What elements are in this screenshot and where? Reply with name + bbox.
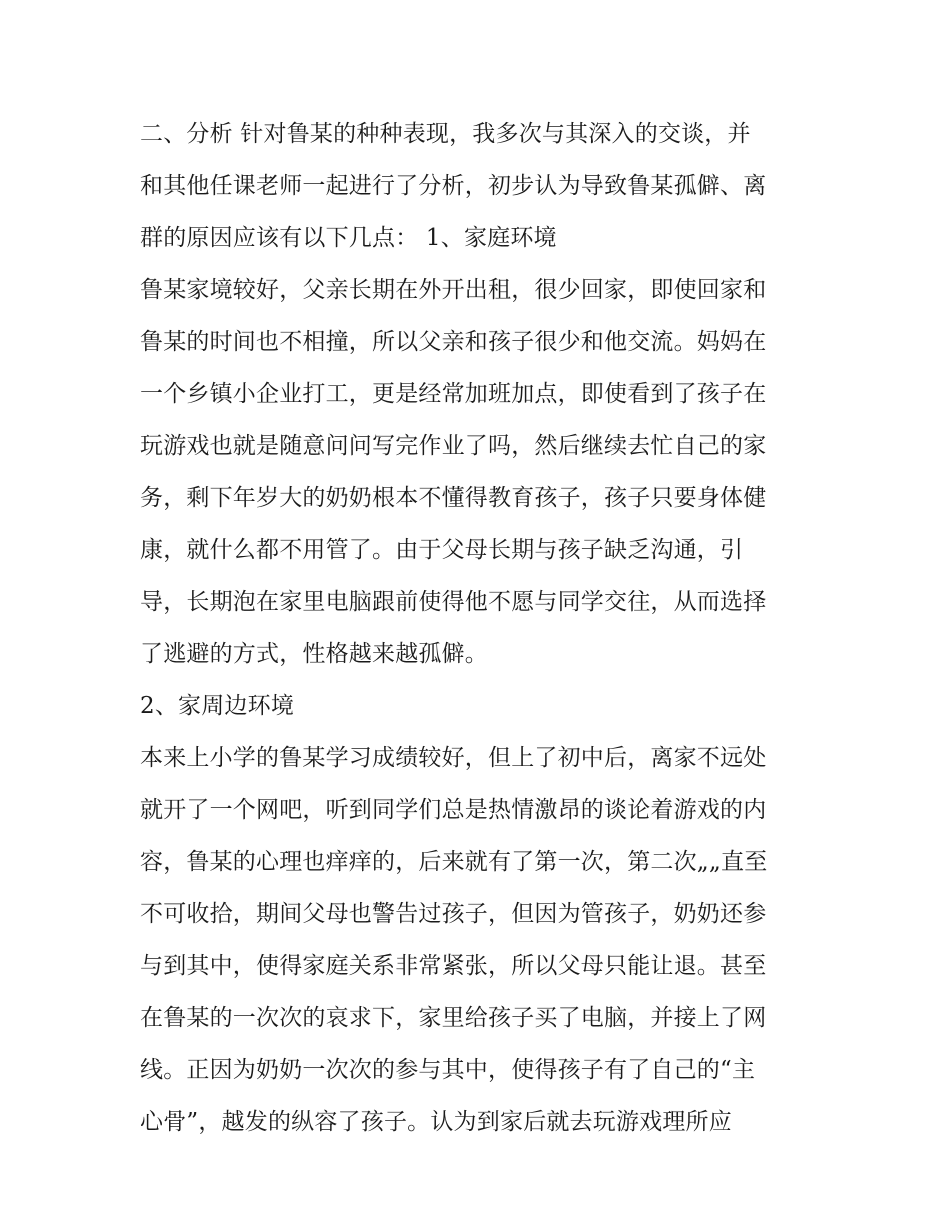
text-line: 一个乡镇小企业打工，更是经常加班加点，即使看到了孩子在 [140,381,767,407]
text-line: 和其他任课老师一起进行了分析，初步认为导致鲁某孤僻、离 [140,173,767,199]
text-line: 玩游戏也就是随意问问写完作业了吗，然后继续去忙自己的家 [140,433,767,459]
text-line: 在鲁某的一次次的哀求下，家里给孩子买了电脑，并接上了网 [140,1005,767,1031]
text-line: 容，鲁某的心理也痒痒的，后来就有了第一次，第二次„„直至 [140,849,768,875]
text-line: 了逃避的方式，性格越来越孤僻。 [140,641,488,667]
text-line: 本来上小学的鲁某学习成绩较好，但上了初中后，离家不远处 [140,745,767,771]
text-line: 不可收拾，期间父母也警告过孩子，但因为管孩子，奶奶还参 [140,901,767,927]
text-line: 就开了一个网吧，听到同学们总是热情激昂的谈论着游戏的内 [140,797,767,823]
text-line: 群的原因应该有以下几点： 1、家庭环境 [140,225,557,251]
text-line: 二、分析 针对鲁某的种种表现，我多次与其深入的交谈，并 [140,121,751,147]
text-line: 2、家周边环境 [140,693,295,719]
text-line: 心骨”，越发的纵容了孩子。认为到家后就去玩游戏理所应 [140,1109,732,1135]
body-text [140,108,820,1148]
text-line: 导，长期泡在家里电脑跟前使得他不愿与同学交往，从而选择 [140,589,767,615]
text-line: 康，就什么都不用管了。由于父母长期与孩子缺乏沟通，引 [140,537,744,563]
text-line: 线。正因为奶奶一次次的参与其中，使得孩子有了自己的“主 [140,1057,756,1083]
text-line: 鲁某的时间也不相撞，所以父亲和孩子很少和他交流。妈妈在 [140,329,767,355]
text-line: 务，剩下年岁大的奶奶根本不懂得教育孩子，孩子只要身体健 [140,485,767,511]
text-line: 鲁某家境较好，父亲长期在外开出租，很少回家，即使回家和 [140,277,767,303]
text-line: 与到其中，使得家庭关系非常紧张，所以父母只能让退。甚至 [140,953,767,979]
